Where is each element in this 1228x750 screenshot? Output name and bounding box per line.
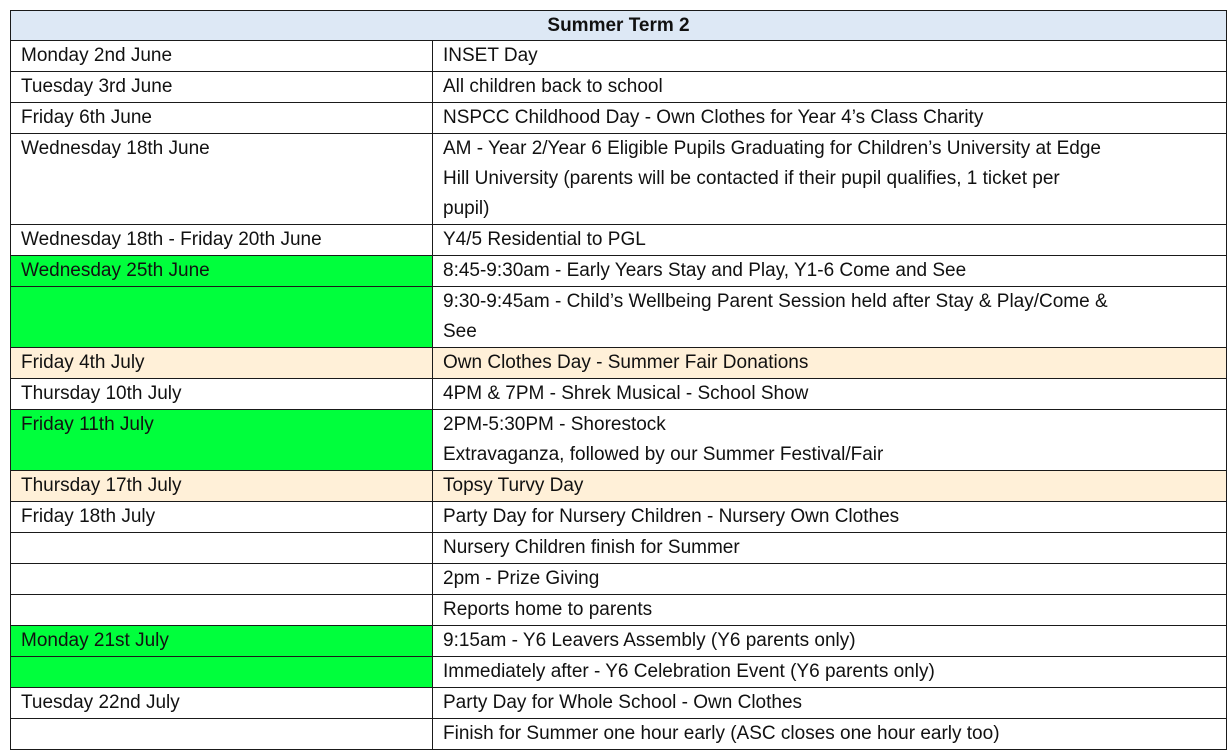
event-line: Reports home to parents <box>443 599 653 620</box>
event-line: Hill University (parents will be contacted if their pupil qualifies, 1 ticket per <box>443 168 1060 189</box>
table-row <box>11 348 1227 379</box>
event-date: Wednesday 25th June <box>11 256 433 287</box>
event-line: 2PM-5:30PM - Shorestock <box>443 414 666 435</box>
table-row <box>11 688 1227 719</box>
event-date: Tuesday 3rd June <box>11 72 433 103</box>
event-line: Finish for Summer one hour early (ASC closes one hour early too) <box>443 723 1000 744</box>
event-line: Nursery Children finish for Summer <box>443 537 740 558</box>
event-description <box>433 626 1227 657</box>
table-row <box>11 564 1227 595</box>
event-date: Friday 11th July <box>11 410 433 471</box>
event-date <box>11 719 433 750</box>
event-date: Friday 4th July <box>11 348 433 379</box>
table-header-row <box>11 11 1227 41</box>
event-date <box>11 533 433 564</box>
table-row <box>11 72 1227 103</box>
event-date: Wednesday 18th June <box>11 134 433 225</box>
table-row <box>11 719 1227 750</box>
event-line: Y4/5 Residential to PGL <box>443 229 646 250</box>
event-line: Immediately after - Y6 Celebration Event (Y6 parents only) <box>443 661 935 682</box>
event-date: Tuesday 22nd July <box>11 688 433 719</box>
event-description <box>433 72 1227 103</box>
table-row <box>11 103 1227 134</box>
term-calendar <box>10 10 1226 750</box>
event-line: All children back to school <box>443 76 663 97</box>
table-row <box>11 287 1227 348</box>
event-description <box>433 595 1227 626</box>
event-description <box>433 256 1227 287</box>
table-title: Summer Term 2 <box>11 11 1227 41</box>
event-description <box>433 379 1227 410</box>
event-date: Wednesday 18th - Friday 20th June <box>11 225 433 256</box>
event-line: 4PM & 7PM - Shrek Musical - School Show <box>443 383 809 404</box>
event-date <box>11 657 433 688</box>
event-line: AM - Year 2/Year 6 Eligible Pupils Graduating for Children’s University at Edge <box>443 138 1101 159</box>
event-line: INSET Day <box>443 45 538 66</box>
event-description <box>433 225 1227 256</box>
event-line: pupil) <box>443 198 490 219</box>
event-description <box>433 719 1227 750</box>
table-row <box>11 379 1227 410</box>
events-table <box>10 10 1227 750</box>
event-description <box>433 134 1227 225</box>
event-description <box>433 502 1227 533</box>
event-date <box>11 595 433 626</box>
table-row <box>11 225 1227 256</box>
event-line: 9:15am - Y6 Leavers Assembly (Y6 parents only) <box>443 630 856 651</box>
table-row <box>11 256 1227 287</box>
event-line: 2pm - Prize Giving <box>443 568 600 589</box>
table-row <box>11 533 1227 564</box>
event-description <box>433 41 1227 72</box>
event-description <box>433 471 1227 502</box>
table-row <box>11 626 1227 657</box>
table-row <box>11 134 1227 225</box>
event-line: NSPCC Childhood Day - Own Clothes for Year 4’s Class Charity <box>443 107 984 128</box>
event-line: 8:45-9:30am - Early Years Stay and Play, Y1-6 Come and See <box>443 260 967 281</box>
event-line: Party Day for Nursery Children - Nursery Own Clothes <box>443 506 900 527</box>
event-line: Party Day for Whole School - Own Clothes <box>443 692 803 713</box>
table-row <box>11 595 1227 626</box>
table-row <box>11 410 1227 471</box>
event-date <box>11 287 433 348</box>
event-line: See <box>443 321 477 342</box>
event-line: Own Clothes Day - Summer Fair Donations <box>443 352 809 373</box>
event-line: Topsy Turvy Day <box>443 475 584 496</box>
event-description <box>433 533 1227 564</box>
event-description <box>433 410 1227 471</box>
event-description <box>433 103 1227 134</box>
event-line: 9:30-9:45am - Child’s Wellbeing Parent Session held after Stay & Play/Come & <box>443 291 1108 312</box>
event-date: Monday 2nd June <box>11 41 433 72</box>
event-date: Friday 18th July <box>11 502 433 533</box>
event-description <box>433 688 1227 719</box>
event-date <box>11 564 433 595</box>
event-description <box>433 287 1227 348</box>
table-row <box>11 41 1227 72</box>
event-description <box>433 657 1227 688</box>
event-line: Extravaganza, followed by our Summer Festival/Fair <box>443 444 884 465</box>
event-date: Friday 6th June <box>11 103 433 134</box>
table-row <box>11 657 1227 688</box>
event-description <box>433 348 1227 379</box>
event-date: Thursday 10th July <box>11 379 433 410</box>
table-row <box>11 502 1227 533</box>
event-description <box>433 564 1227 595</box>
table-row <box>11 471 1227 502</box>
table-body <box>11 41 1227 750</box>
event-date: Monday 21st July <box>11 626 433 657</box>
event-date: Thursday 17th July <box>11 471 433 502</box>
